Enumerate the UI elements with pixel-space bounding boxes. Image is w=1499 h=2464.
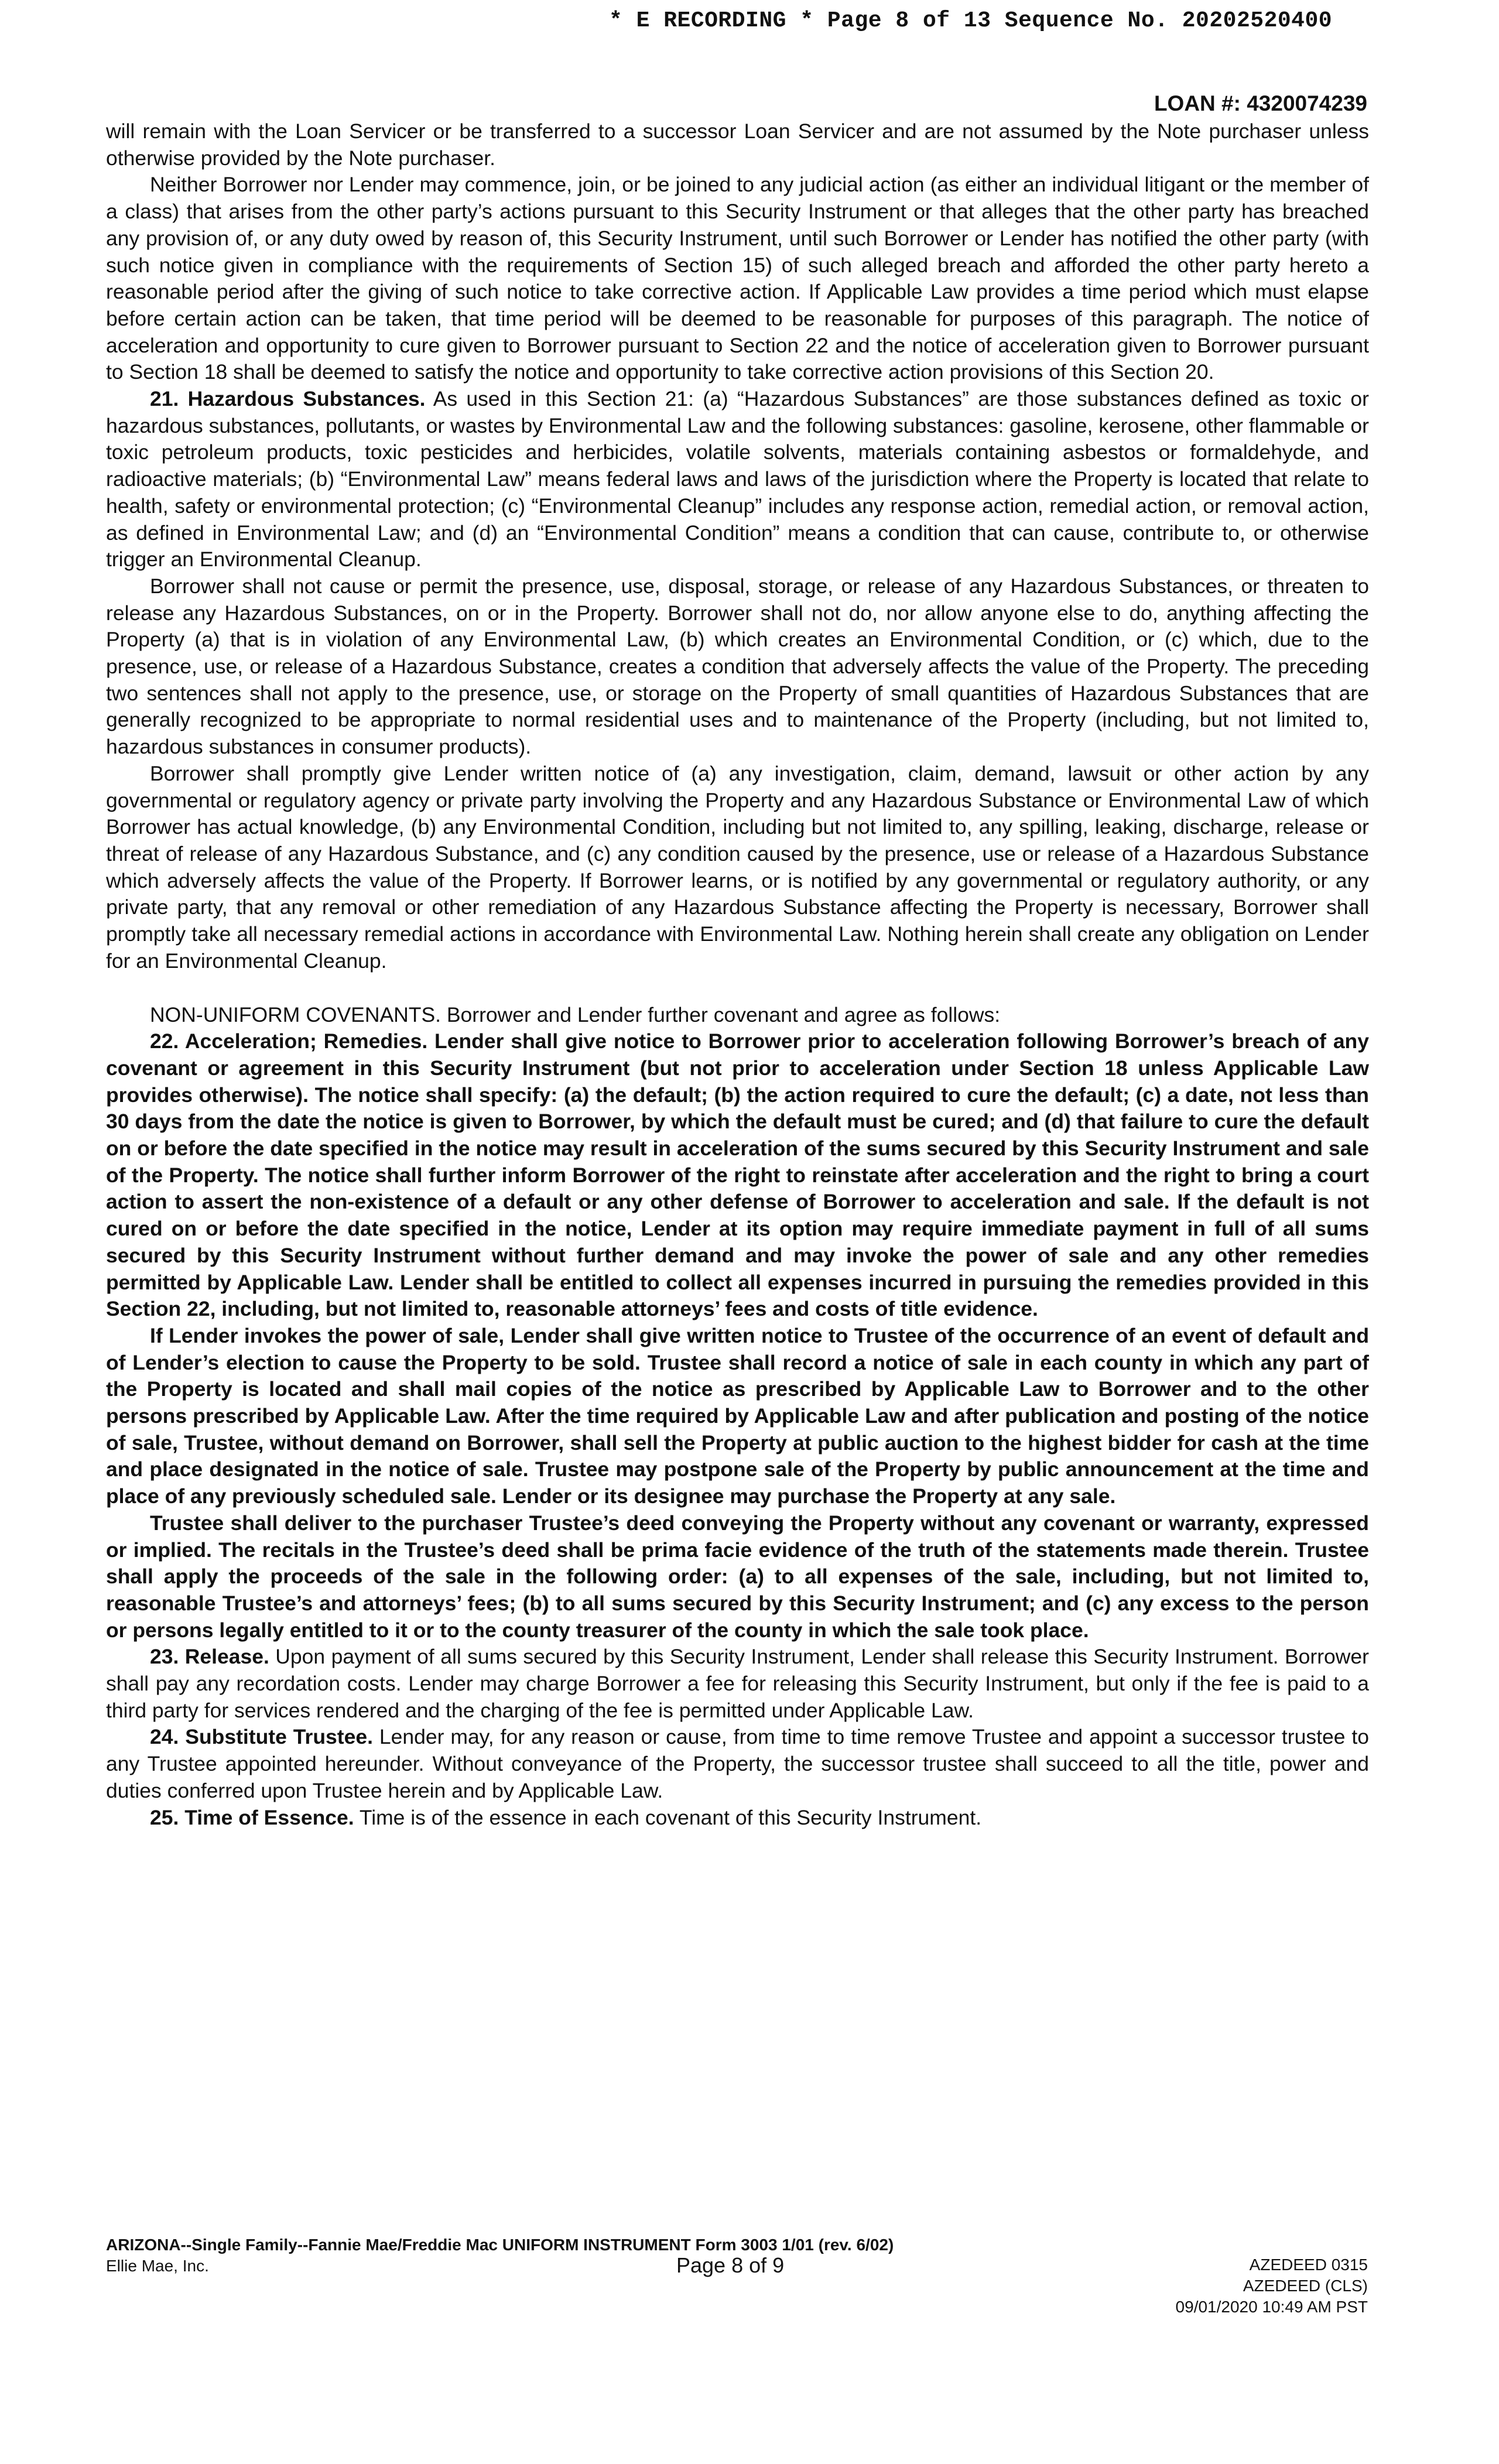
paragraph-trustee-deed: Trustee shall deliver to the purchaser Trustee’s deed conveying the Property without any covenant or warranty, expressed or implied. The recitals in the Trustee’s deed shall be prima facie evidence of the truth of the statements made therein. Trustee shall apply the proceeds of the sale in the following order: (a) to all expenses of the sale, including, but not limited to, reasonable Trustee’s and attorneys’ fees; (b) to all sums secured by this Security Instrument; and (c) any excess to the person or persons legally entitled to it or to the county treasurer of the county in which the sale took place. <box>106 1511 1369 1642</box>
paragraph-hazardous-notice: Borrower shall promptly give Lender written notice of (a) any investigation, claim, demand, lawsuit or other action by any governmental or regulatory agency or private party involving the Property and any Hazardous Substance or Environmental Law of which Borrower has actual knowledge, (b) any Environmental Condition, including but not limited to, any spilling, leaking, discharge, release or threat of release of any Hazardous Substance, and (c) any condition caused by the presence, use or release of a Hazardous Substance which adversely affects the value of the Property. If Borrower learns, or is notified by any governmental or regulatory authority, or any private party, that any removal or other remediation of any Hazardous Substance affecting the Property is necessary, Borrower shall promptly take all necessary remedial actions in accordance with Environmental Law. Nothing herein shall create any obligation on Lender for an Environmental Cleanup. <box>106 761 1369 973</box>
footer-company: Ellie Mae, Inc. <box>106 2257 209 2275</box>
recording-header: * E RECORDING * Page 8 of 13 Sequence No. 20202520400 <box>609 8 1333 33</box>
paragraph-hazardous-restrictions: Borrower shall not cause or permit the presence, use, disposal, storage, or release of any Hazardous Substances, or threaten to release any Hazardous Substances, on or in the Property. Borrower shall not do, nor allow anyone else to do, anything affecting the Property (a) that is in violation of any Environmental Law, (b) which creates an Environmental Condition, or (c) which, due to the presence, use, or release of a Hazardous Substance, creates a condition that adversely affects the value of the Property. The preceding two sentences shall not apply to the presence, use, or storage on the Property of small quantities of Hazardous Substances that are generally recognized to be appropriate to normal residential uses and to maintenance of the Property (including, but not limited to, hazardous substances in consumer products). <box>106 574 1369 759</box>
section-23-text: Upon payment of all sums secured by this Security Instrument, Lender shall release this Security Instrument. Borrower shall pay any recordation costs. Lender may charge Borrower a fee for releasing this Security Instrument, but only if the fee is paid to a third party for services rendered and the charging of the fee is permitted under Applicable Law. <box>106 1645 1369 1722</box>
paragraph-power-of-sale: If Lender invokes the power of sale, Lender shall give written notice to Trustee of the occurrence of an event of default and of Lender’s election to cause the Property to be sold. Trustee shall record a notice of sale in each county in which any part of the Property is located and shall mail copies of the notice as prescribed by Applicable Law to Borrower and to the other persons prescribed by Applicable Law. After the time required by Applicable Law and after publication and posting of the notice of sale, Trustee, without demand on Borrower, shall sell the Property at public auction to the highest bidder for cash at the time and place designated in the notice of sale. Trustee may postpone sale of the Property by public announcement at the time and place of any previously scheduled sale. Lender or its designee may purchase the Property at any sale. <box>106 1323 1369 1508</box>
section-23-heading: 23. Release. <box>150 1645 269 1669</box>
section-23-release <box>106 1644 1369 1724</box>
section-21-text: As used in this Section 21: (a) “Hazardous Substances” are those substances defined as toxic or hazardous substances, pollutants, or wastes by Environmental Law and the following substances: gasoline, kerosene, other flammable or toxic petroleum products, toxic pesticides and herbicides, volatile solvents, materials containing asbestos or formaldehyde, and radioactive materials; (b) “Environmental Law” means federal laws and laws of the jurisdiction where the Property is located that relate to health, safety or environmental protection; (c) “Environmental Cleanup” includes any response action, remedial action, or removal action, as defined in Environmental Law; and (d) an “Environmental Condition” means a condition that can cause, contribute to, or otherwise trigger an Environmental Cleanup. <box>106 387 1369 571</box>
document-body <box>106 118 1369 1831</box>
section-22-acceleration-remedies: 22. Acceleration; Remedies. Lender shall give notice to Borrower prior to acceleration following Borrower’s breach of any covenant or agreement in this Security Instrument (but not prior to acceleration under Section 18 unless Applicable Law provides otherwise). The notice shall specify: (a) the default; (b) the action required to cure the default; (c) a date, not less than 30 days from the date the notice is given to Borrower, by which the default must be cured; and (d) that failure to cure the default on or before the date specified in the notice may result in acceleration of the sums secured by this Security Instrument and sale of the Property. The notice shall further inform Borrower of the right to reinstate after acceleration and the right to bring a court action to assert the non-existence of a default or any other defense of Borrower to acceleration and sale. If the default is not cured on or before the date specified in the notice, Lender at its option may require immediate payment in full of all sums secured by this Security Instrument without further demand and may invoke the power of sale and any other remedies permitted by Applicable Law. Lender shall be entitled to collect all expenses incurred in pursuing the remedies provided in this Section 22, including, but not limited to, reasonable attorneys’ fees and costs of title evidence. <box>106 1029 1369 1321</box>
section-25-text: Time is of the essence in each covenant of this Security Instrument. <box>354 1805 982 1829</box>
section-25-time-of-essence <box>106 1805 1369 1832</box>
paragraph-notice-of-grievance: Neither Borrower nor Lender may commence, join, or be joined to any judicial action (as either an individual litigant or the member of a class) that arises from the other party’s actions pursuant to this Security Instrument or that alleges that the other party has breached any provision of, or any duty owed by reason of, this Security Instrument, until such Borrower or Lender has notified the other party (with such notice given in compliance with the requirements of Section 15) of such alleged breach and afforded the other party hereto a reasonable period after the giving of such notice to take corrective action. If Applicable Law provides a time period which must elapse before certain action can be taken, that time period will be deemed to be reasonable for purposes of this paragraph. The notice of acceleration and opportunity to cure given to Borrower pursuant to Section 22 and the notice of acceleration given to Borrower pursuant to Section 18 shall be deemed to satisfy the notice and opportunity to take corrective action provisions of this Section 20. <box>106 173 1369 384</box>
loan-number: LOAN #: 4320074239 <box>1154 91 1367 115</box>
footer-codes <box>1176 2254 1368 2318</box>
footer-form-line: ARIZONA--Single Family--Fannie Mae/Freddie Mac UNIFORM INSTRUMENT Form 3003 1/01 (rev. 6/02) <box>106 2236 894 2254</box>
section-24-substitute-trustee <box>106 1724 1369 1804</box>
non-uniform-covenants: NON-UNIFORM COVENANTS. Borrower and Lender further covenant and agree as follows: <box>150 1002 1001 1026</box>
footer-code-2: AZEDEED (CLS) <box>1243 2277 1368 2295</box>
section-24-text: Lender may, for any reason or cause, from time to time remove Trustee and appoint a successor trustee to any Trustee appointed hereunder. Without conveyance of the Property, the successor trustee shall succeed to all the title, power and duties conferred upon Trustee herein and by Applicable Law. <box>106 1725 1369 1802</box>
section-21-heading: 21. Hazardous Substances. <box>150 387 426 411</box>
footer-page-number: Page 8 of 9 <box>676 2253 785 2277</box>
paragraph-continuation: will remain with the Loan Servicer or be transferred to a successor Loan Servicer and are not assumed by the Note purchaser unless otherwise provided by the Note purchaser. <box>106 119 1369 170</box>
section-21-hazardous-substances <box>106 386 1369 573</box>
section-24-heading: 24. Substitute Trustee. <box>150 1725 373 1749</box>
section-25-heading: 25. Time of Essence. <box>150 1805 354 1829</box>
footer-code-1: AZEDEED 0315 <box>1249 2256 1368 2274</box>
footer-timestamp: 09/01/2020 10:49 AM PST <box>1175 2298 1368 2316</box>
